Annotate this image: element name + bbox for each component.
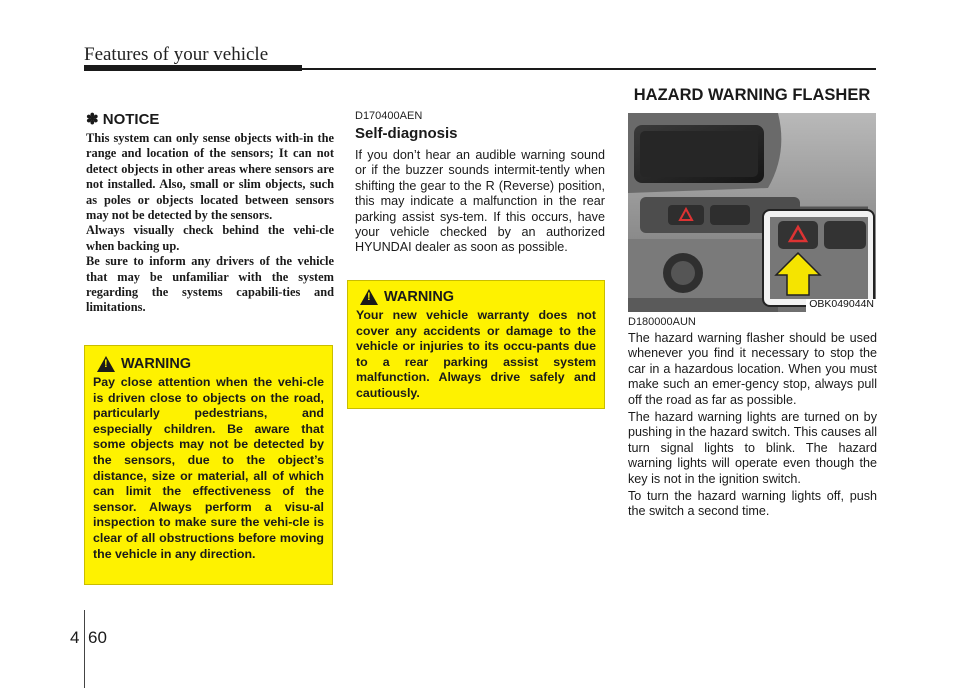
warning-heading — [97, 356, 324, 372]
hazard-switch-photo — [628, 113, 876, 312]
warning-box-sensors — [84, 345, 333, 585]
warning-label: WARNING — [121, 356, 192, 372]
self-diagnosis-text: If you don’t hear an audible warning sound or if the buzzer sounds intermit-tently when shifting the gear to the R (Reverse) position, this may indicate a malfunction in the rear parking assist sys-tem. If this occurs, have your vehicle checked by an authorized HYUNDAI dealer as soon as possible. — [355, 148, 605, 255]
hazard-paragraph: The hazard warning flasher should be used whenever you find it necessary to stop the car in a hazardous location. When you must make such an emer-gency stop, always pull off the road as far as possible. — [628, 331, 877, 407]
warning-box-warranty — [347, 280, 605, 409]
page-number: 60 — [88, 628, 107, 647]
section-number: 4 — [70, 628, 80, 647]
hazard-paragraph: The hazard warning lights are turned on by pushing in the hazard switch. This causes all turn signal lights to blink. The hazard warning lights will operate even though the key is not in the ignition switch. — [628, 410, 877, 486]
warning-triangle-icon — [360, 289, 378, 305]
section-code: D180000AUN — [628, 316, 696, 328]
header-rule-thin — [302, 68, 876, 70]
warning-text: Pay close attention when the vehi-cle is driven close to objects on the road, particularly pedestrians, and especially children. Be aware that some objects may not be detected by the sensors, due to the object’s distance, size or material, all of which can limit the effectiveness of the sensor. Always perform a visu-al inspection to make sure the vehi-cle is clear of all obstructions before moving the vehicle in any direction. — [93, 375, 324, 561]
warning-label: WARNING — [384, 289, 455, 305]
hazard-text — [628, 331, 877, 522]
hazard-section-title: HAZARD WARNING FLASHER — [633, 86, 871, 104]
page-divider — [84, 610, 85, 688]
warning-heading — [360, 289, 596, 305]
warning-text: Your new vehicle warranty does not cover any accidents or damage to the vehicle or injuries to its occu-pants due to a rear parking assist system malfunction. Always drive safely and cautiously. — [356, 308, 596, 400]
self-diagnosis-title: Self-diagnosis — [355, 125, 458, 142]
notice-paragraph: Be sure to inform any drivers of the vehicle that may be unfamiliar with the system regarding the systems capabili-ties and limitations. — [86, 254, 334, 315]
notice-body — [86, 131, 334, 316]
section-code: D170400AEN — [355, 110, 423, 122]
image-code: OBK049044N — [809, 298, 874, 310]
hazard-paragraph: To turn the hazard warning lights off, push the switch a second time. — [628, 489, 877, 519]
notice-paragraph: This system can only sense objects with-in the range and location of the sensors; It can not detect objects in other areas where sensors are not installed. Also, small or slim objects, such as poles or objects located between sensors may not be detected by the sensors. — [86, 131, 334, 223]
notice-title: ✽ NOTICE — [86, 111, 160, 128]
notice-paragraph: Always visually check behind the vehi-cle when backing up. — [86, 223, 334, 253]
chapter-title: Features of your vehicle — [84, 44, 269, 65]
header-rule-thick — [84, 65, 302, 71]
warning-triangle-icon — [97, 356, 115, 372]
